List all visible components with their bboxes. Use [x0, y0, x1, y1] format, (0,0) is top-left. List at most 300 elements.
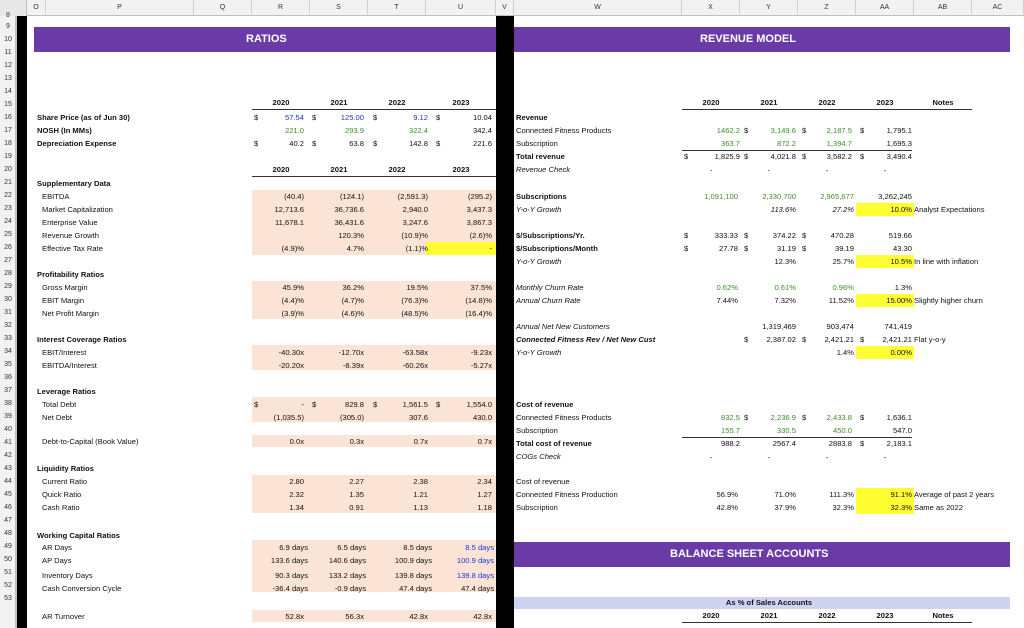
cell-value[interactable]: 142.8: [408, 139, 428, 148]
cell-value[interactable]: (295.2): [467, 192, 492, 201]
row-header[interactable]: 9: [6, 23, 10, 30]
row-header[interactable]: 44: [4, 478, 12, 485]
cell-value[interactable]: 7.32%: [774, 296, 796, 305]
cell-value[interactable]: 56.9%: [716, 490, 738, 499]
cell-value[interactable]: (3.9)%: [281, 309, 304, 318]
revenue-model-banner: REVENUE MODEL: [514, 27, 1010, 52]
cell-value[interactable]: 1.21: [413, 490, 428, 499]
currency-symbol: $: [436, 400, 441, 409]
row-label: Subscription: [516, 139, 558, 148]
row-header[interactable]: 30: [4, 296, 12, 303]
row-label: Net Debt: [42, 413, 72, 422]
row-header[interactable]: 16: [4, 114, 12, 121]
row-label: Total Debt: [42, 400, 77, 409]
cell-value[interactable]: 113.6%: [770, 205, 796, 214]
cell-value[interactable]: 133.2 days: [328, 571, 366, 580]
cell-value[interactable]: 37.9%: [774, 503, 796, 512]
cell-value[interactable]: 363.7: [720, 139, 740, 148]
balance-sheet-banner: BALANCE SHEET ACCOUNTS: [514, 542, 1010, 567]
row-header[interactable]: 11: [4, 49, 12, 56]
year-header: 2023: [876, 611, 894, 620]
row-label: Total cost of revenue: [516, 439, 592, 448]
row-header[interactable]: 22: [4, 192, 12, 199]
row-header[interactable]: 40: [4, 426, 12, 433]
row-header[interactable]: 37: [4, 387, 12, 394]
section-title: Leverage Ratios: [37, 387, 96, 396]
row-header[interactable]: 52: [4, 582, 12, 589]
cell-value[interactable]: 7.44%: [716, 296, 738, 305]
row-header[interactable]: 49: [4, 543, 12, 550]
cell-value[interactable]: 903,474: [826, 322, 854, 331]
cell-value[interactable]: 19.5%: [406, 283, 428, 292]
cell-value[interactable]: -: [825, 166, 829, 175]
cell-value[interactable]: 100.9 days: [456, 556, 494, 565]
row-header[interactable]: 33: [4, 335, 12, 342]
cell-value[interactable]: 4.7%: [346, 244, 364, 253]
cell-value[interactable]: 2.38: [413, 477, 428, 486]
row-header[interactable]: 48: [4, 530, 12, 537]
cell-value[interactable]: (2.6)%: [469, 231, 492, 240]
cell-value[interactable]: 155.7: [720, 426, 740, 435]
row-label: Revenue: [516, 113, 548, 122]
cell-value[interactable]: 519.66: [888, 231, 912, 240]
note-text: Same as 2022: [914, 503, 963, 512]
cell-value[interactable]: 36,736.6: [334, 205, 364, 214]
cell-value[interactable]: (4.9)%: [281, 244, 304, 253]
row-label: Gross Margin: [42, 283, 88, 292]
cell-value[interactable]: (16.4)%: [465, 309, 492, 318]
cell-value[interactable]: -: [883, 453, 887, 462]
cell-value[interactable]: 52.8x: [285, 612, 304, 621]
cell-value[interactable]: 1.18: [477, 503, 492, 512]
col-header-Z[interactable]: Z: [798, 0, 856, 16]
cell-value[interactable]: 10.04: [472, 113, 492, 122]
row-label: Connected Fitness Rev / Net New Cust: [516, 335, 656, 344]
currency-symbol: $: [860, 152, 865, 161]
cell-value[interactable]: -8.39x: [342, 361, 364, 370]
cell-value[interactable]: 0.62%: [716, 283, 738, 292]
row-header[interactable]: 25: [4, 231, 12, 238]
cell-value[interactable]: -: [709, 166, 713, 175]
year-header: 2021: [330, 98, 348, 107]
currency-symbol: $: [254, 113, 259, 122]
cell-value[interactable]: 42.8x: [473, 612, 492, 621]
currency-symbol: $: [802, 126, 807, 135]
row-header[interactable]: 51: [4, 569, 12, 576]
cell-value[interactable]: 37.5%: [470, 283, 492, 292]
cell-value[interactable]: 3,262,245: [878, 192, 912, 201]
cell-value[interactable]: 1,825.9: [714, 152, 740, 161]
cell-value[interactable]: 2.80: [289, 477, 304, 486]
row-header[interactable]: 32: [4, 322, 12, 329]
row-header[interactable]: 41: [4, 439, 12, 446]
row-header[interactable]: 21: [4, 179, 12, 186]
cell-value[interactable]: (10.9)%: [401, 231, 428, 240]
note-text: Analyst Expectations: [914, 205, 985, 214]
row-label: Inventory Days: [42, 571, 93, 580]
row-header[interactable]: 42: [4, 452, 12, 459]
cell-value[interactable]: 2.34: [477, 477, 492, 486]
cell-value[interactable]: 2567.4: [772, 439, 796, 448]
note-text: Average of past 2 years: [914, 490, 995, 499]
cell-value[interactable]: -5.27x: [470, 361, 492, 370]
cell-value[interactable]: 3,247.6: [402, 218, 428, 227]
row-label: Cost of revenue: [516, 400, 574, 409]
cell-value[interactable]: (305.0): [339, 413, 364, 422]
row-header[interactable]: 29: [4, 283, 12, 290]
spacer-column-V: [496, 16, 514, 628]
cell-value[interactable]: 374.22: [772, 231, 796, 240]
year-header: 2023: [452, 165, 470, 174]
cell-value[interactable]: 139.8 days: [394, 571, 432, 580]
col-header-S[interactable]: S: [310, 0, 368, 16]
row-label: Total revenue: [516, 152, 565, 161]
cell-value[interactable]: 63.8: [349, 139, 364, 148]
currency-symbol: $: [312, 139, 317, 148]
cell-value[interactable]: 6.5 days: [337, 543, 366, 552]
cell-value[interactable]: 36,431.6: [334, 218, 364, 227]
cell-value[interactable]: (124.1): [339, 192, 364, 201]
row-label: Monthly Churn Rate: [516, 283, 584, 292]
row-header[interactable]: 38: [4, 400, 12, 407]
cell-value[interactable]: 2,421.21: [824, 335, 854, 344]
currency-symbol: $: [802, 335, 807, 344]
cell-value[interactable]: -: [767, 166, 771, 175]
col-header-Y[interactable]: Y: [740, 0, 798, 16]
cell-value[interactable]: 140.6 days: [328, 556, 366, 565]
cell-value[interactable]: 430.0: [472, 413, 492, 422]
cell-value[interactable]: 8.5 days: [465, 543, 494, 552]
row-header[interactable]: 19: [4, 153, 12, 160]
cell-value[interactable]: 25.7%: [832, 257, 854, 266]
cell-value[interactable]: 2,387.02: [766, 335, 796, 344]
row-header[interactable]: 39: [4, 413, 12, 420]
cell-value[interactable]: 111.3%: [829, 490, 854, 499]
cell-value[interactable]: 2,421.21: [882, 335, 912, 344]
row-header[interactable]: 28: [4, 270, 12, 277]
row-header[interactable]: 20: [4, 166, 12, 173]
cell-value[interactable]: 47.4 days: [461, 584, 494, 593]
cell-value[interactable]: 1,561.5: [402, 400, 428, 409]
cell-value[interactable]: 133.6 days: [270, 556, 308, 565]
cell-value[interactable]: 31.19: [776, 244, 796, 253]
cell-value[interactable]: 47.4 days: [399, 584, 432, 593]
col-header-AB[interactable]: AB: [914, 0, 972, 16]
cell-value[interactable]: 56.3x: [345, 612, 364, 621]
cell-value[interactable]: 1,695.3: [886, 139, 912, 148]
cell-value[interactable]: 3,490.4: [886, 152, 912, 161]
currency-symbol: $: [684, 231, 689, 240]
cell-value[interactable]: 42.8%: [716, 503, 738, 512]
row-header[interactable]: 13: [4, 75, 12, 82]
cell-value[interactable]: 988.2: [720, 439, 740, 448]
cell-value[interactable]: -20.20x: [278, 361, 304, 370]
currency-symbol: $: [254, 139, 259, 148]
cell-value[interactable]: 293.9: [344, 126, 364, 135]
cell-value[interactable]: 741,419: [884, 322, 912, 331]
cell-value[interactable]: -12.70x: [338, 348, 364, 357]
cell-value[interactable]: 2,183.1: [886, 439, 912, 448]
row-label: COGs Check: [516, 452, 561, 461]
cell-value[interactable]: 32.3%: [832, 503, 854, 512]
cell-value[interactable]: 1,394.7: [826, 139, 852, 148]
cell-value[interactable]: 57.54: [284, 113, 304, 122]
cell-value[interactable]: -: [767, 453, 771, 462]
row-header[interactable]: 45: [4, 491, 12, 498]
row-label: AR Turnover: [42, 612, 85, 621]
cell-value[interactable]: 1,319,469: [762, 322, 796, 331]
cell-value[interactable]: 0.3x: [349, 437, 364, 446]
cell-value[interactable]: 0.7x: [477, 437, 492, 446]
row-header-bar: [0, 12, 16, 628]
cell-value[interactable]: 0.00%: [890, 348, 912, 357]
currency-symbol: $: [312, 113, 317, 122]
cell-value[interactable]: -: [825, 453, 829, 462]
currency-symbol: $: [436, 113, 441, 122]
col-header-R[interactable]: R: [252, 0, 310, 16]
row-header[interactable]: 53: [4, 595, 12, 602]
row-label: Effective Tax Rate: [42, 244, 103, 253]
cell-value[interactable]: (4.6)%: [341, 309, 364, 318]
cell-value[interactable]: 832.5: [720, 413, 740, 422]
cell-value[interactable]: 333.33: [714, 231, 738, 240]
col-header-P[interactable]: P: [46, 0, 194, 16]
year-header: 2022: [388, 165, 406, 174]
cell-value[interactable]: 0.7x: [413, 437, 428, 446]
cell-value[interactable]: (1,035.5): [273, 413, 304, 422]
cell-value[interactable]: 1.35: [349, 490, 364, 499]
cell-value[interactable]: 1462.2: [716, 126, 740, 135]
currency-symbol: $: [744, 413, 749, 422]
cell-value[interactable]: 45.9%: [282, 283, 304, 292]
cell-value[interactable]: 125.00: [340, 113, 364, 122]
cell-value[interactable]: -: [709, 453, 713, 462]
cell-value[interactable]: 1.4%: [836, 348, 854, 357]
row-header[interactable]: 27: [4, 257, 12, 264]
cell-value[interactable]: 3,149.6: [770, 126, 796, 135]
ratios-banner: RATIOS: [34, 27, 496, 52]
col-header-Q[interactable]: Q: [194, 0, 252, 16]
cell-value[interactable]: 139.8 days: [456, 571, 494, 580]
cell-value[interactable]: 4,021.8: [770, 152, 796, 161]
cell-value[interactable]: 2883.8: [828, 439, 852, 448]
col-header-X[interactable]: X: [682, 0, 740, 16]
cell-value[interactable]: (40.4): [284, 192, 304, 201]
cell-value[interactable]: 330.5: [776, 426, 796, 435]
cell-value[interactable]: 91.1%: [890, 490, 912, 499]
grid-line: [16, 16, 17, 628]
col-header-AA[interactable]: AA: [856, 0, 914, 16]
cell-value[interactable]: 342.4: [472, 126, 492, 135]
cell-value[interactable]: 2,187.5: [826, 126, 852, 135]
cell-value[interactable]: 1.27: [477, 490, 492, 499]
row-header[interactable]: 36: [4, 374, 12, 381]
depreciation-label: Depreciation Expense: [37, 139, 117, 148]
row-label: Net Profit Margin: [42, 309, 99, 318]
row-header[interactable]: 34: [4, 348, 12, 355]
row-header[interactable]: 15: [4, 101, 12, 108]
cell-value[interactable]: (1.1)%: [405, 244, 428, 253]
row-label: EBITDA/Interest: [42, 361, 97, 370]
cell-value[interactable]: 1.13: [413, 503, 428, 512]
row-label: Subscription: [516, 503, 558, 512]
cell-value[interactable]: -36.4 days: [272, 584, 308, 593]
cell-value[interactable]: 1.34: [289, 503, 304, 512]
cell-value[interactable]: 11.52%: [828, 296, 854, 305]
cell-value[interactable]: 12,713.6: [274, 205, 304, 214]
row-label: Debt-to-Capital (Book Value): [42, 437, 139, 446]
cell-value[interactable]: -: [489, 244, 492, 253]
row-label: Subscription: [516, 426, 558, 435]
year-header: 2023: [876, 98, 894, 107]
nosh-label: NOSH (In MMs): [37, 126, 92, 135]
cell-value[interactable]: 0.91: [349, 503, 364, 512]
cell-value[interactable]: 3,437.3: [466, 205, 492, 214]
cell-value[interactable]: 1.3%: [894, 283, 912, 292]
cell-value[interactable]: 1,554.0: [466, 400, 492, 409]
col-header-O[interactable]: O: [27, 0, 46, 16]
row-header[interactable]: 35: [4, 361, 12, 368]
cell-value[interactable]: -: [301, 400, 304, 409]
cell-value[interactable]: 12.3%: [774, 257, 796, 266]
year-header: 2020: [702, 98, 720, 107]
cell-value[interactable]: 27.78: [718, 244, 738, 253]
currency-symbol: $: [254, 400, 259, 409]
row-label: Y-o-Y Growth: [516, 205, 562, 214]
cell-value[interactable]: 8.5 days: [403, 543, 432, 552]
currency-symbol: $: [860, 413, 865, 422]
row-header[interactable]: 14: [4, 88, 12, 95]
cell-value[interactable]: (2,591.3): [397, 192, 428, 201]
currency-symbol: $: [744, 335, 749, 344]
cell-value[interactable]: 221.6: [472, 139, 492, 148]
row-label: Y-o-Y Growth: [516, 257, 562, 266]
cell-value[interactable]: 11,678.1: [275, 218, 304, 227]
row-header[interactable]: 10: [4, 36, 12, 43]
year-header: 2022: [388, 98, 406, 107]
row-header[interactable]: 46: [4, 504, 12, 511]
cell-value[interactable]: -40.30x: [278, 348, 304, 357]
row-header[interactable]: 23: [4, 205, 12, 212]
cell-value[interactable]: 100.9 days: [394, 556, 432, 565]
cell-value[interactable]: 2,236.9: [770, 413, 796, 422]
row-header[interactable]: 17: [4, 127, 12, 134]
col-header-T[interactable]: T: [368, 0, 426, 16]
cell-value[interactable]: 2.32: [289, 490, 304, 499]
cell-value[interactable]: 2,433.8: [826, 413, 852, 422]
cell-value[interactable]: (4.7)%: [341, 296, 364, 305]
row-label: EBIT Margin: [42, 296, 85, 305]
row-label: Quick Ratio: [42, 490, 82, 499]
cell-value[interactable]: 1,795.1: [886, 126, 912, 135]
cell-value[interactable]: 9.12: [413, 113, 428, 122]
currency-symbol: $: [684, 244, 689, 253]
year-header: 2020: [272, 98, 290, 107]
row-header[interactable]: 47: [4, 517, 12, 524]
cell-value[interactable]: 322.4: [408, 126, 428, 135]
row-header[interactable]: 24: [4, 218, 12, 225]
cell-value[interactable]: 829.8: [344, 400, 364, 409]
cell-value[interactable]: 27.2%: [832, 205, 854, 214]
row-header[interactable]: 18: [4, 140, 12, 147]
row-header[interactable]: 31: [4, 309, 12, 316]
cell-value[interactable]: 43.30: [892, 244, 912, 253]
cell-value[interactable]: 0.0x: [289, 437, 304, 446]
cell-value[interactable]: 547.0: [892, 426, 912, 435]
cell-value[interactable]: 3,867.3: [466, 218, 492, 227]
cell-value[interactable]: 221.0: [284, 126, 304, 135]
notes-header: Notes: [932, 611, 954, 620]
cell-value[interactable]: -: [883, 166, 887, 175]
currency-symbol: $: [860, 335, 865, 344]
cell-value[interactable]: 36.2%: [342, 283, 364, 292]
cell-value[interactable]: -60.26x: [402, 361, 428, 370]
cell-value[interactable]: (48.5)%: [401, 309, 428, 318]
year-header: 2021: [330, 165, 348, 174]
cell-value[interactable]: 10.5%: [890, 257, 912, 266]
sales-accounts-title: As % of Sales Accounts: [725, 598, 813, 607]
cell-value[interactable]: 15.00%: [886, 296, 912, 305]
cell-value[interactable]: (14.8)%: [465, 296, 492, 305]
cell-value[interactable]: 71.0%: [774, 490, 796, 499]
cell-value[interactable]: 2,940.0: [402, 205, 428, 214]
cell-value[interactable]: -63.58x: [402, 348, 428, 357]
cell-value[interactable]: 450.0: [832, 426, 852, 435]
row-header[interactable]: 8: [6, 12, 10, 19]
cell-value[interactable]: 307.6: [408, 413, 428, 422]
col-header-U[interactable]: U: [426, 0, 496, 16]
cell-value[interactable]: 120.3%: [338, 231, 364, 240]
row-header[interactable]: 50: [4, 556, 12, 563]
cell-value[interactable]: -0.9 days: [334, 584, 366, 593]
cell-value[interactable]: 39.19: [834, 244, 854, 253]
cell-value[interactable]: 6.9 days: [279, 543, 308, 552]
cell-value[interactable]: 2.27: [349, 477, 364, 486]
cell-value[interactable]: 872.2: [776, 139, 796, 148]
cell-value[interactable]: 90.3 days: [275, 571, 308, 580]
row-label: Cash Ratio: [42, 503, 80, 512]
cell-value[interactable]: 0.96%: [832, 283, 854, 292]
row-header[interactable]: 12: [4, 62, 12, 69]
row-label: Cost of revenue: [516, 477, 570, 486]
cell-value[interactable]: 0.61%: [774, 283, 796, 292]
col-header-V[interactable]: V: [496, 0, 514, 16]
cell-value[interactable]: (4.4)%: [281, 296, 304, 305]
header-underline: [682, 622, 972, 623]
cell-value[interactable]: 1,091,100: [704, 192, 738, 201]
cell-value[interactable]: 40.2: [289, 139, 304, 148]
row-header[interactable]: 26: [4, 244, 12, 251]
currency-symbol: $: [744, 244, 749, 253]
col-header-W[interactable]: W: [514, 0, 682, 16]
year-header: 2023: [452, 98, 470, 107]
cell-value[interactable]: 1,636.1: [886, 413, 912, 422]
cell-value[interactable]: 10.0%: [890, 205, 912, 214]
cell-value[interactable]: 42.8x: [409, 612, 428, 621]
year-header: 2022: [818, 98, 836, 107]
cell-value[interactable]: 32.3%: [890, 503, 912, 512]
col-header-AC[interactable]: AC: [972, 0, 1024, 16]
cell-value[interactable]: 2,330,700: [762, 192, 796, 201]
row-header[interactable]: 43: [4, 465, 12, 472]
row-label: Connected Fitness Products: [516, 126, 612, 135]
cell-value[interactable]: -9.23x: [470, 348, 492, 357]
row-label: Y-o-Y Growth: [516, 348, 562, 357]
cell-value[interactable]: (76.3)%: [401, 296, 428, 305]
cell-value[interactable]: 470.28: [830, 231, 854, 240]
cell-value[interactable]: 3,582.2: [826, 152, 852, 161]
cell-value[interactable]: 2,965,677: [820, 192, 854, 201]
